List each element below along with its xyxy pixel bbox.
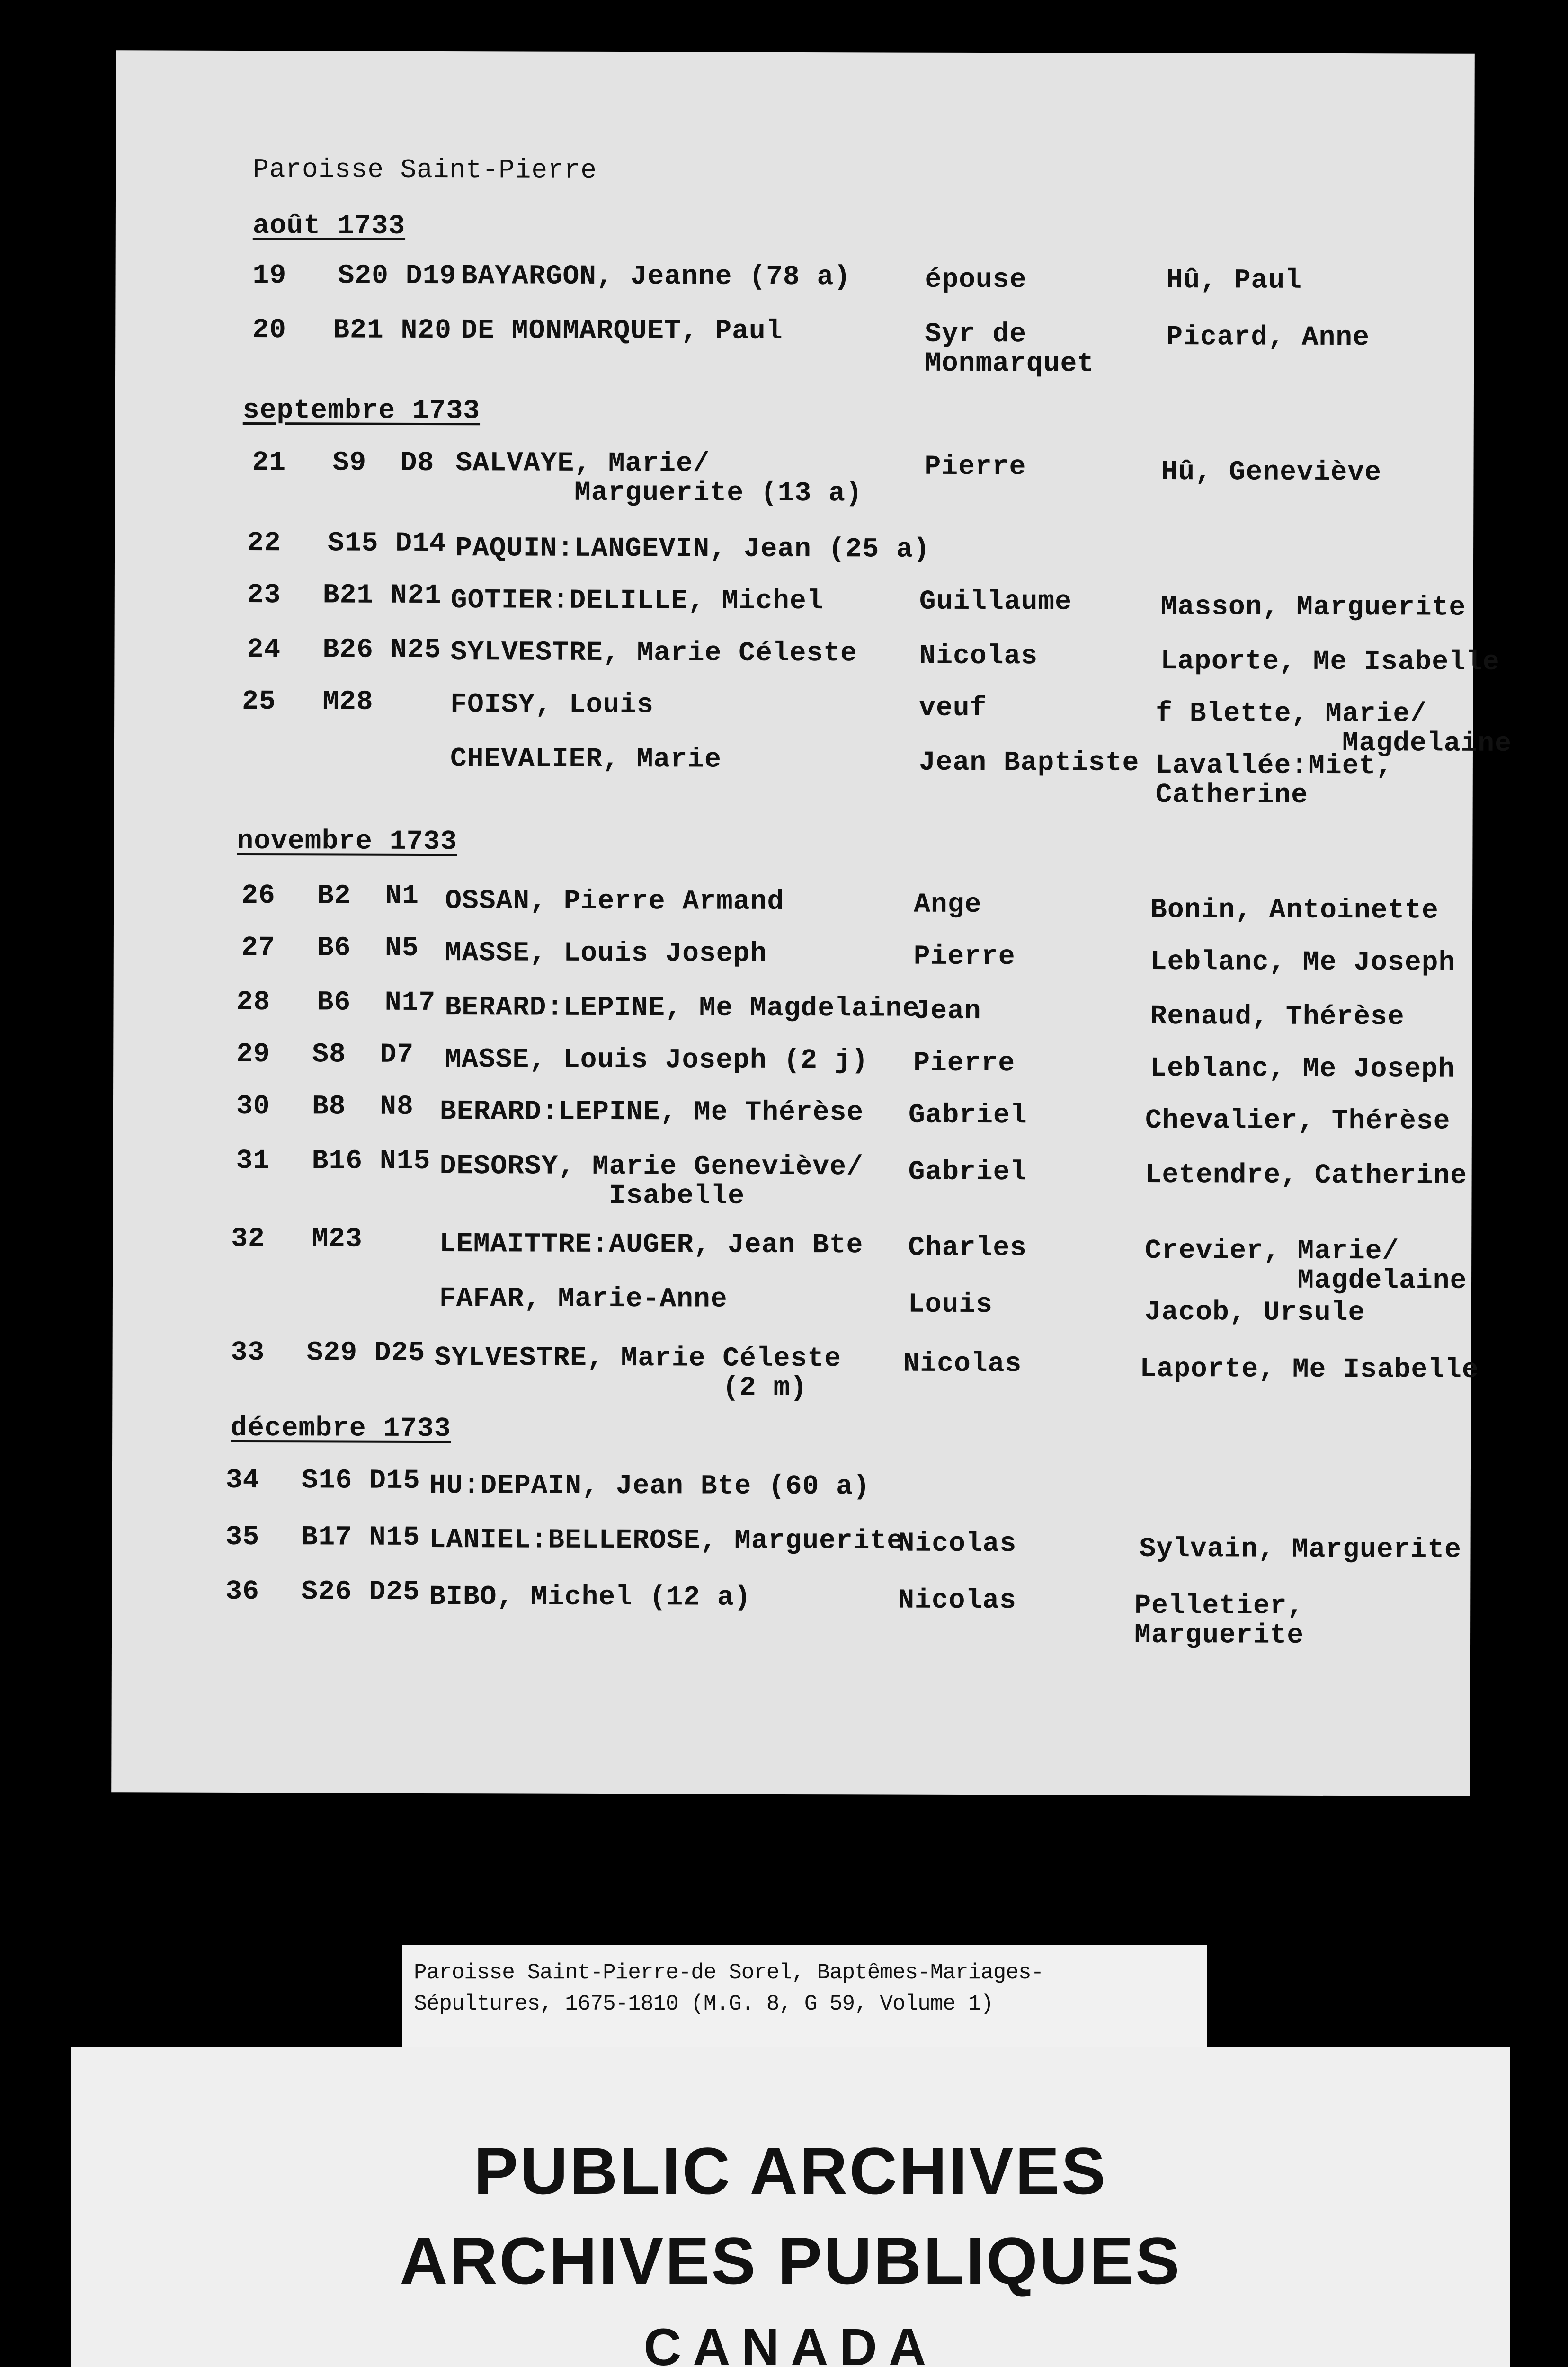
month-heading: septembre 1733 (242, 395, 481, 427)
entry-number: 33 (231, 1337, 265, 1369)
entry-number: 34 (225, 1465, 260, 1496)
entry-number: 28 (236, 987, 271, 1018)
entry-relation: Pierre (924, 451, 1026, 483)
entry-other: Laporte, Me Isabelle (1160, 646, 1500, 678)
banner-line-french: ARCHIVES PUBLIQUES (400, 2224, 1182, 2298)
entry-code: B21 N20 (333, 315, 452, 347)
entry-number: 29 (236, 1039, 270, 1070)
entry-other: Letendre, Catherine (1145, 1159, 1468, 1192)
entry-name: DE MONMARQUET, Paul (461, 315, 783, 347)
entry-name: BERARD:LEPINE, Me Thérèse (439, 1096, 864, 1129)
month-heading: décembre 1733 (231, 1413, 451, 1445)
entry-other: Hû, Paul (1166, 265, 1302, 296)
entry-relation: Nicolas (903, 1348, 1022, 1380)
entry-number: 20 (252, 315, 286, 346)
entry-name: OSSAN, Pierre Armand (445, 886, 784, 917)
entry-name: LANIEL:BELLEROSE, Marguerite (429, 1524, 904, 1557)
entry-code: S29 D25 (306, 1337, 426, 1369)
entry-number: 23 (247, 579, 281, 611)
entry-name: MASSE, Louis Joseph (2 j) (445, 1044, 869, 1077)
entry-other: Crevier, Marie/ Magdelaine (1144, 1235, 1467, 1297)
entry-relation: Nicolas (919, 641, 1038, 672)
entry-code: S15 D14 (328, 528, 446, 560)
entry-relation: Nicolas (898, 1585, 1016, 1617)
entry-relation: Syr de Monmarquet (925, 319, 1095, 380)
entry-other: Masson, Marguerite (1160, 592, 1466, 623)
month-heading: novembre 1733 (237, 826, 458, 858)
entry-code: B6 N5 (317, 933, 419, 964)
entry-code: B17 N15 (301, 1522, 420, 1553)
entry-number: 26 (241, 880, 276, 912)
entry-code: M23 (312, 1224, 363, 1255)
entry-name: GOTIER:DELILLE, Michel (450, 585, 824, 617)
entry-name: BERARD:LEPINE, Me Magdelaine (445, 992, 920, 1024)
entry-number: 21 (252, 447, 286, 479)
banner-line-country: CANADA (643, 2318, 938, 2367)
entry-number: 27 (241, 932, 276, 964)
entry-other: Renaud, Thérèse (1150, 1001, 1405, 1033)
microfilm-caption (402, 1945, 1207, 2050)
entry-relation: Gabriel (908, 1100, 1027, 1131)
entry-number: 25 (242, 686, 276, 718)
entry-name: LEMAITTRE:AUGER, Jean Bte (439, 1229, 864, 1261)
entry-code: B26 N25 (322, 634, 442, 666)
archives-banner (71, 2047, 1510, 2367)
entry-relation: Louis (908, 1289, 993, 1321)
entry-code: B6 N17 (317, 987, 436, 1019)
entry-other: Picard, Anne (1166, 322, 1370, 354)
entry-relation: veuf (919, 693, 987, 724)
entry-number: 30 (236, 1091, 270, 1122)
entry-relation: Jean Baptiste (918, 747, 1140, 779)
entry-relation: Ange (914, 889, 982, 921)
entry-code: B16 N15 (312, 1146, 431, 1177)
entry-other: Leblanc, Me Joseph (1150, 946, 1456, 979)
entry-name: SYLVESTRE, Marie Céleste (2 m) (434, 1343, 842, 1404)
entry-relation: Jean (913, 996, 981, 1027)
entry-relation: épouse (925, 264, 1027, 296)
entry-code: S8 D7 (312, 1039, 414, 1070)
entry-name: BIBO, Michel (12 a) (429, 1581, 751, 1613)
entry-name: MASSE, Louis Joseph (445, 938, 767, 970)
entry-number: 19 (252, 260, 287, 292)
entry-other: Bonin, Antoinette (1150, 894, 1439, 926)
entry-code: S26 D25 (301, 1576, 420, 1608)
entry-name: HU:DEPAIN, Jean Bte (60 a) (429, 1470, 870, 1503)
entry-other: Lavallée:Miet, Catherine (1155, 750, 1393, 811)
entry-code: S16 D15 (301, 1465, 420, 1496)
entry-relation: Gabriel (908, 1157, 1027, 1188)
entry-other: Pelletier, Marguerite (1134, 1590, 1304, 1651)
entry-code: S9 D8 (332, 447, 435, 479)
entry-other: Leblanc, Me Joseph (1150, 1053, 1455, 1085)
banner-line-english: PUBLIC ARCHIVES (473, 2134, 1108, 2208)
entry-code: S20 D19 (338, 260, 457, 292)
month-heading: août 1733 (252, 211, 406, 242)
entry-number: 24 (247, 634, 281, 666)
entry-number: 35 (225, 1522, 260, 1553)
entry-other: Hû, Geneviève (1161, 457, 1382, 489)
entry-other: f Blette, Marie/ Magdelaine (1155, 698, 1512, 759)
entry-name: FAFAR, Marie-Anne (439, 1283, 728, 1315)
entry-relation: Guillaume (919, 586, 1072, 618)
entry-name: CHEVALIER, Marie (450, 744, 722, 775)
entry-relation: Charles (908, 1232, 1027, 1264)
entry-name: SYLVESTRE, Marie Céleste (450, 637, 857, 669)
entry-relation: Nicolas (898, 1528, 1017, 1560)
entry-name: PAQUIN:LANGEVIN, Jean (25 a) (455, 533, 930, 565)
register-page (111, 50, 1512, 1796)
entry-name: DESORSY, Marie Geneviève/ Isabelle (439, 1151, 864, 1212)
entry-name: SALVAYE, Marie/ Marguerite (13 a) (455, 448, 863, 509)
parish-header: Paroisse Saint-Pierre (253, 154, 597, 186)
entry-code: B8 N8 (312, 1091, 414, 1122)
entry-relation: Pierre (913, 1048, 1016, 1079)
entry-number: 32 (231, 1223, 265, 1255)
entry-code: B2 N1 (317, 881, 419, 912)
entry-number: 22 (247, 527, 281, 559)
entry-name: BAYARGON, Jeanne (78 a) (461, 261, 851, 293)
entry-number: 31 (236, 1145, 270, 1177)
entry-code: M28 (322, 686, 374, 718)
caption-line: Paroisse Saint-Pierre-de Sorel, Baptêmes-Mariages- (414, 1960, 1044, 1985)
entry-other: Jacob, Ursule (1144, 1297, 1365, 1329)
entry-number: 36 (225, 1576, 260, 1608)
caption-line: Sépultures, 1675-1810 (M.G. 8, G 59, Volume 1) (414, 1992, 993, 2016)
entry-other: Laporte, Me Isabelle (1140, 1353, 1479, 1386)
entry-name: FOISY, Louis (450, 689, 654, 721)
entry-code: B21 N21 (322, 580, 442, 612)
entry-other: Chevalier, Thérèse (1145, 1105, 1451, 1137)
entry-relation: Pierre (913, 941, 1016, 973)
entry-other: Sylvain, Marguerite (1139, 1533, 1461, 1566)
